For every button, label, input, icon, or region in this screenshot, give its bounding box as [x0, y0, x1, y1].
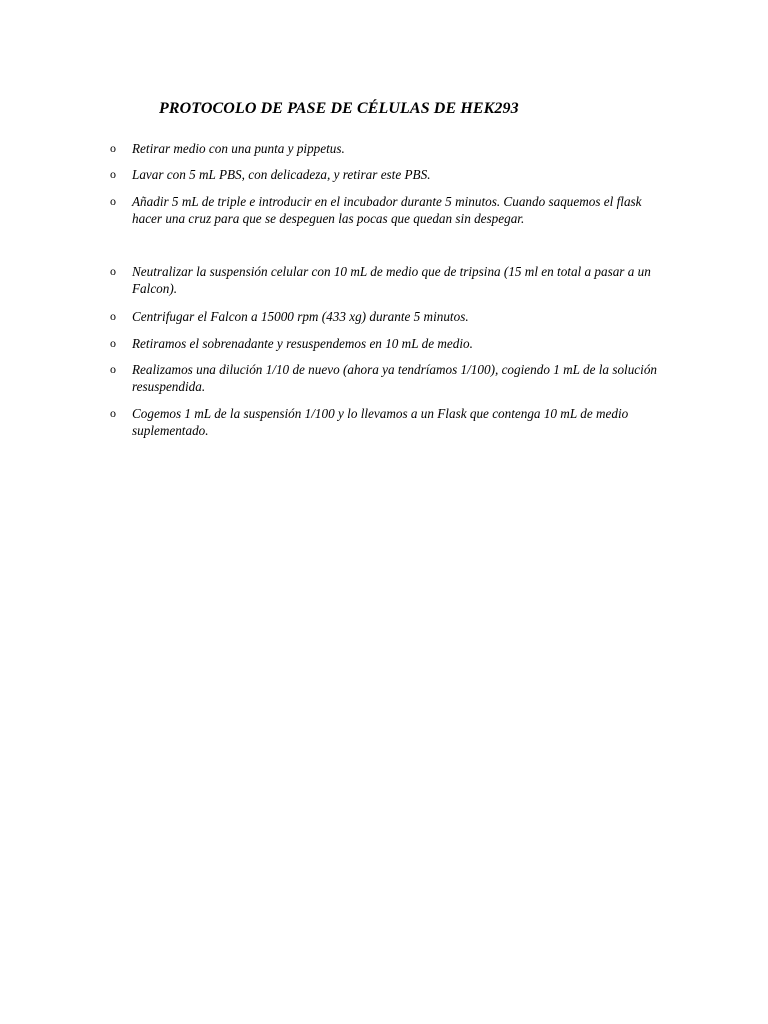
hollow-bullet-icon: o — [110, 264, 116, 278]
protocol-step — [110, 308, 670, 325]
hollow-bullet-icon: o — [110, 141, 116, 155]
step-text: Añadir 5 mL de triple e introducir en el incubador durante 5 minutos. Cuando saquemos el flask hacer una cruz para que se despeguen las pocas que quedan sin despegar. — [132, 194, 642, 226]
step-text: Retiramos el sobrenadante y resuspendemos en 10 mL de medio. — [132, 336, 473, 351]
protocol-step — [110, 405, 670, 439]
protocol-step — [110, 193, 670, 227]
protocol-step — [110, 361, 670, 395]
hollow-bullet-icon: o — [110, 362, 116, 376]
step-text: Centrifugar el Falcon a 15000 rpm (433 xg) durante 5 minutos. — [132, 309, 469, 324]
step-text: Cogemos 1 mL de la suspensión 1/100 y lo llevamos a un Flask que contenga 10 mL de medio suplementado. — [132, 406, 629, 438]
step-text: Neutralizar la suspensión celular con 10 mL de medio que de tripsina (15 ml en total a pasar a un Falcon). — [132, 264, 651, 296]
protocol-step — [110, 166, 670, 183]
hollow-bullet-icon: o — [110, 406, 116, 420]
hollow-bullet-icon: o — [110, 336, 116, 350]
protocol-step — [110, 335, 670, 352]
step-text: Retirar medio con una punta y pippetus. — [132, 141, 345, 156]
step-text: Realizamos una dilución 1/10 de nuevo (ahora ya tendríamos 1/100), cogiendo 1 mL de la solución resuspendida. — [132, 362, 658, 394]
hollow-bullet-icon: o — [110, 167, 116, 181]
step-text: Lavar con 5 mL PBS, con delicadeza, y retirar este PBS. — [132, 167, 431, 182]
hollow-bullet-icon: o — [110, 194, 116, 208]
protocol-step — [110, 263, 670, 297]
hollow-bullet-icon: o — [110, 309, 116, 323]
protocol-step — [110, 140, 670, 157]
document-title: PROTOCOLO DE PASE DE CÉLULAS DE HEK293 — [159, 100, 519, 117]
